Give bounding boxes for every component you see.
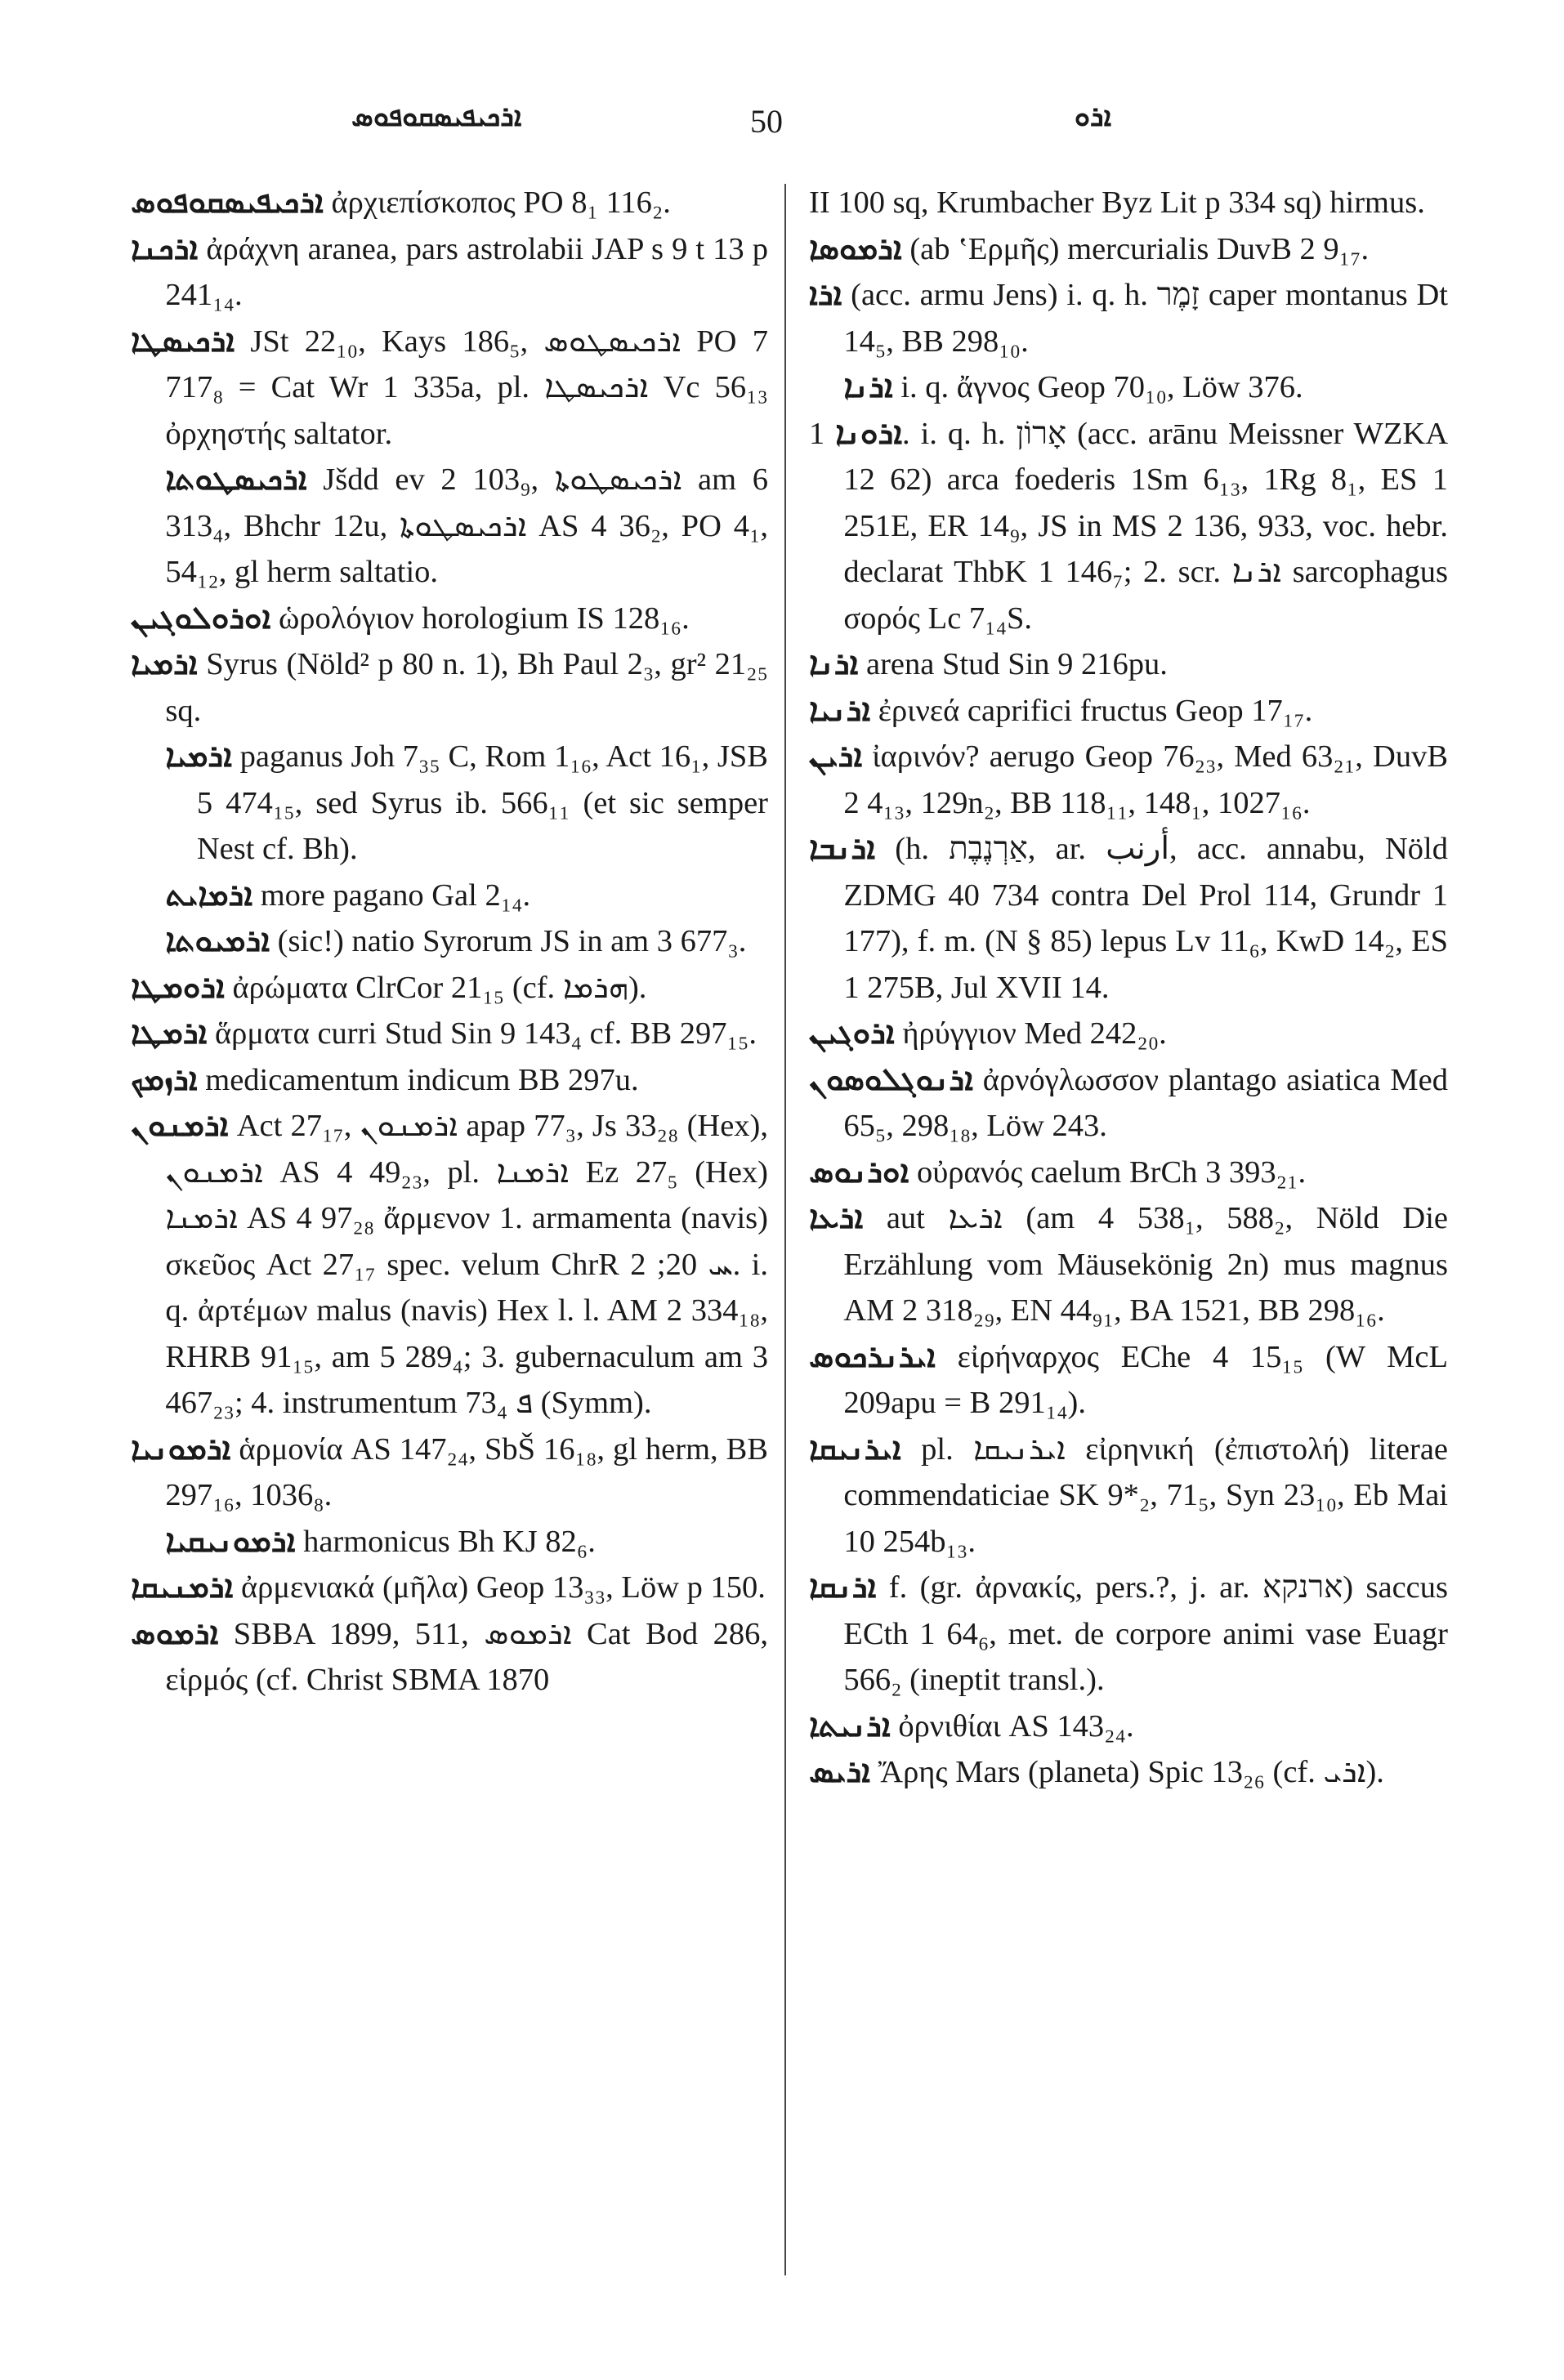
- entry-text: ἀράχνη aranea, pars astrolabii JAP s 9 t 13 p 241₁₄.: [165, 231, 768, 312]
- entry-headword: ܐܪܢܝܐ: [809, 693, 871, 728]
- dictionary-entry: [809, 411, 1448, 642]
- entry-text: ἐρινεά caprifici fructus Geop 17₁₇.: [870, 693, 1313, 728]
- entry-text: ὡρολόγιον horologium IS 128₁₆.: [270, 601, 690, 636]
- dictionary-entry: [131, 1011, 768, 1057]
- entry-text: Ἄρης Mars (planeta) Spic 13₂₆ (cf. ܐܪܝ).: [870, 1755, 1384, 1789]
- entry-text: ἁρμονία AS 147₂₄, SbŠ 16₁₈, gl herm, BB 297₁₆, 1036₈.: [165, 1431, 768, 1512]
- entry-headword: ܐܪܟܝܣܛܐ: [131, 324, 235, 359]
- dictionary-entry: [131, 596, 768, 642]
- entry-text: arena Stud Sin 9 216pu.: [858, 647, 1168, 681]
- entry-headword: ܐܪܡܝܐ: [131, 647, 198, 681]
- entry-text: ἠρύγγιον Med 242₂₀.: [894, 1016, 1167, 1051]
- column-divider: [784, 184, 786, 2275]
- dictionary-entry: [131, 1519, 768, 1565]
- entry-headword: ܐܪܥܐ: [809, 1201, 864, 1235]
- dictionary-entry: [809, 1749, 1448, 1796]
- entry-headword: ܐܪܡܘܢܝܩܝܐ: [165, 1524, 296, 1559]
- entry-text: (sic!) natio Syrorum JS in am 3 677₃.: [270, 924, 747, 958]
- dictionary-entry: [809, 1195, 1448, 1334]
- entry-text: 1. i. q. h. אָרוֹן (acc. arānu Meissner WZKA 12 62) arca foederis 1Sm 6₁₃, 1Rg 8₁, ES 1 251E, ER 14₉, JS in MS 2 136, 933, voc. hebr. declarat ThbK 1 146₇; 2. scr. ܐܪܢܐ sarcophagus σορός Lc 7₁₄S.: [809, 416, 1448, 636]
- dictionary-entry: [809, 734, 1448, 826]
- entry-headword: ܐܪܐ: [809, 278, 842, 312]
- entry-text: f. (gr. ἀρνακίς, pers.?, j. ar. ארנקא) saccus ECth 1 64₆, met. de corpore animi vase Euagr 566₂ (ineptit transl.).: [843, 1570, 1448, 1697]
- dictionary-entry: [131, 319, 768, 458]
- dictionary-entry: [131, 1565, 768, 1611]
- entry-text: ὀρνιθίαι AS 143₂₄.: [890, 1708, 1134, 1744]
- dictionary-entry: [131, 1057, 768, 1104]
- entry-text: ἀρώματα ClrCor 21₁₅ (cf. ܗܪܡܐ).: [224, 970, 647, 1005]
- entry-headword: ܐܪܟܢܐ: [131, 231, 199, 266]
- entry-headword: ܐܝܪܢܝܩܐ: [809, 1431, 901, 1467]
- dictionary-entry: [809, 1150, 1448, 1196]
- entry-headword: ܐܪܡܘܢܝܐ: [131, 1431, 231, 1467]
- dictionary-entry: [131, 873, 768, 919]
- entry-text: (ab ʽΕρμῆς) mercurialis DuvB 2 9₁₇.: [901, 231, 1370, 266]
- dictionary-entry: [131, 226, 768, 319]
- page-number: 50: [750, 103, 783, 140]
- entry-text: Act 27₁₇, ܐܪܡܢܘܢ apap 77₃, Js 33₂₈ (Hex), ܐܪܡܢܘܢ AS 4 49₂₃, pl. ܐܪܡܢܐ Ez 27₅ (Hex) ܐܪܡܢܐ AS 4 97₂₈ ἄρμενον 1. armamenta (navis) σκεῦος Act 27₁₇ spec. velum ChrR ܚ 20; 2. i. q. ἀρτέμων malus (navis) Hex l. l. AM 2 334₁₈, RHRB 91₁₅, am 5 289₄; 3. gubernaculum am 3 467₂₃; 4. instrumentum ܦ 73₄ (Symm).: [165, 1109, 769, 1420]
- entry-headword: ܐܪܢܘܓܠܘܣܘܢ: [809, 1062, 973, 1097]
- entry-text: ἅρματα curri Stud Sin 9 143₄ cf. BB 297₁₅.: [207, 1016, 757, 1051]
- dictionary-entry: [809, 272, 1448, 364]
- dictionary-entry: [809, 226, 1448, 273]
- entry-headword: ܐܪܡܘܣܐ: [809, 231, 902, 266]
- entry-headword: ܐܪܡܝܐ: [165, 739, 232, 774]
- entry-headword: ܐܪܡܢܝܩܐ: [131, 1570, 234, 1605]
- entry-headword: ܐܪܢܝܬܐ: [809, 1708, 891, 1744]
- dictionary-entry: [131, 180, 768, 226]
- dictionary-entry: [131, 734, 768, 873]
- page-header: [0, 102, 1564, 151]
- dictionary-entry: [809, 1565, 1448, 1704]
- dictionary-entry: [809, 1427, 1448, 1565]
- dictionary-entry: [131, 1611, 768, 1704]
- dictionary-entry: [131, 457, 768, 596]
- entry-text: Jšdd ev 2 103₉, ܐܪܟܝܣܛܘܬܐ am 6 313₄, Bhchr 12u, ܐܪܟܝܣܛܘܬܐ AS 4 36₂, PO 4₁, 54₁₂, gl herm saltatio.: [165, 462, 768, 589]
- entry-headword: ܐܪܢܩܐ: [809, 1570, 877, 1605]
- entry-text: i. q. ἄγνος Geop 70₁₀, Löw 376.: [892, 370, 1303, 404]
- dictionary-entry: [809, 1057, 1448, 1150]
- entry-text: harmonicus Bh KJ 82₆.: [295, 1524, 596, 1559]
- entry-headword: ܐܪܝܢ: [809, 739, 863, 774]
- entry-text: II 100 sq, Krumbacher Byz Lit p 334 sq) hirmus.: [809, 185, 1425, 220]
- dictionary-entry: [131, 1103, 768, 1427]
- entry-text: ἰαρινόν? aerugo Geop 76₂₃, Med 63₂₁, DuvB 2 4₁₃, 129n₂, BB 118₁₁, 148₁, 1027₁₆.: [843, 739, 1448, 820]
- entry-headword: ܐܘܪܘܠܘܓܝܢ: [131, 601, 271, 636]
- right-column: [809, 180, 1448, 1796]
- entry-text: ἀρνόγλωσσον plantago asiatica Med 65₅, 298₁₈, Löw 243.: [843, 1062, 1448, 1143]
- entry-headword: ܐܪܘܡܛܐ: [131, 970, 225, 1005]
- dictionary-entry: [131, 1427, 768, 1519]
- dictionary-entry: [131, 918, 768, 965]
- dictionary-entry: [131, 641, 768, 734]
- dictionary-entry: [809, 180, 1448, 226]
- entry-text: SBBA 1899, 511, ܐܪܡܘܣ Cat Bod 286, εἱρμός (cf. Christ SBMA 1870: [165, 1616, 768, 1697]
- entry-text: more pagano Gal 2₁₄.: [252, 877, 531, 913]
- entry-headword: ܐܪܡܢܘܢ: [131, 1109, 229, 1143]
- entry-text: medicamentum indicum BB 297u.: [197, 1062, 639, 1097]
- entry-headword: ܐܪܟܝܣܛܘܬܐ: [165, 462, 307, 497]
- running-head-right: ܐܪܘ: [1075, 102, 1112, 132]
- entry-text: pl. ܐܝܪܢܝܩܐ εἰρηνική (ἐπιστολή) literae commendaticiae SK 9*₂, 71₅, Syn 23₁₀, Eb Mai 10 254b₁₃.: [843, 1431, 1449, 1559]
- entry-headword: ܐܪܡܐܝܬ: [165, 877, 253, 913]
- entry-text: οὐρανός caelum BrCh 3 393₂₁.: [909, 1154, 1307, 1190]
- entry-text: (acc. armu Jens) i. q. h. זָמֶר caper montanus Dt 14₅, BB 298₁₀.: [842, 278, 1448, 359]
- left-column: [131, 180, 768, 1704]
- running-head-left: ܐܪܟܝܦܝܣܩܘܦܘܣ: [351, 102, 522, 132]
- entry-headword: ܐܘܪܢܘܣ: [809, 1154, 909, 1190]
- dictionary-entry: [131, 965, 768, 1011]
- entry-headword: ܐܪܙܡܟ: [131, 1062, 198, 1097]
- entry-headword: ܐܪܟܝܦܝܣܩܘܦܘܣ: [131, 185, 324, 220]
- dictionary-entry: [809, 826, 1448, 1011]
- entry-text: JSt 22₁₀, Kays 186₅, ܐܪܟܝܣܛܘܣ PO 7 717₈ = Cat Wr 1 335a, pl. ܐܪܟܝܣܛܐ Vc 56₁₃ ὀρχηστής saltator.: [165, 324, 768, 451]
- dictionary-entry: [809, 688, 1448, 735]
- dictionary-entry: [809, 641, 1448, 688]
- entry-text: εἰρήναρχος EChe 4 15₁₅ (W McL 209apu = B 291₁₄).: [843, 1339, 1448, 1420]
- entry-text: ἀρμενιακά (μῆλα) Geop 13₃₃, Löw p 150.: [233, 1570, 766, 1605]
- entry-headword: ܐܪܡܛܐ: [131, 1016, 208, 1051]
- entry-headword: ܐܪܢܐ: [843, 370, 893, 404]
- dictionary-entry: [809, 364, 1448, 411]
- entry-headword: ܐܪܢܐ: [809, 647, 859, 681]
- dictionary-entry: [809, 1704, 1448, 1750]
- entry-text: Syrus (Nöld² p 80 n. 1), Bh Paul 2₃, gr² 21₂₅ sq.: [165, 647, 768, 728]
- entry-headword: ܐܝܪܢܪܟܘܣ: [809, 1339, 936, 1374]
- dictionary-entry: [809, 1011, 1448, 1057]
- entry-headword: ܐܪܘܢܐ: [835, 416, 903, 451]
- entry-text: ἀρχιεπίσκοπος PO 8₁ 116₂.: [323, 185, 671, 220]
- entry-headword: ܐܪܘܓܝܢ: [809, 1016, 895, 1051]
- entry-headword: ܐܪܡܘܣ: [131, 1616, 219, 1651]
- entry-headword: ܐܪܝܣ: [809, 1755, 870, 1789]
- entry-headword: ܐܪܢܒܐ: [809, 832, 876, 866]
- dictionary-entry: [809, 1334, 1448, 1427]
- entry-headword: ܐܪܡܝܘܬܐ: [165, 924, 270, 958]
- entry-text: aut ܐܪܥܐ (am 4 538₁, 588₂, Nöld Die Erzählung vom Mäusekönig 2n) mus magnus AM 2 318₂₉, EN 44₉₁, BA 1521, BB 298₁₆.: [843, 1201, 1448, 1328]
- entry-text: paganus Joh 7₃₅ C, Rom 1₁₆, Act 16₁, JSB 5 474₁₅, sed Syrus ib. 566₁₁ (et sic semper Nest cf. Bh).: [196, 739, 768, 866]
- entry-text: (h. אַרְנֶבֶת, ar. أرنب, acc. annabu, Nöld ZDMG 40 734 contra Del Prol 114, Grundr 1 177), f. m. (N § 85) lepus Lv 11₆, KwD 14₂, ES 1 275B, Jul XVII 14.: [843, 832, 1448, 1005]
